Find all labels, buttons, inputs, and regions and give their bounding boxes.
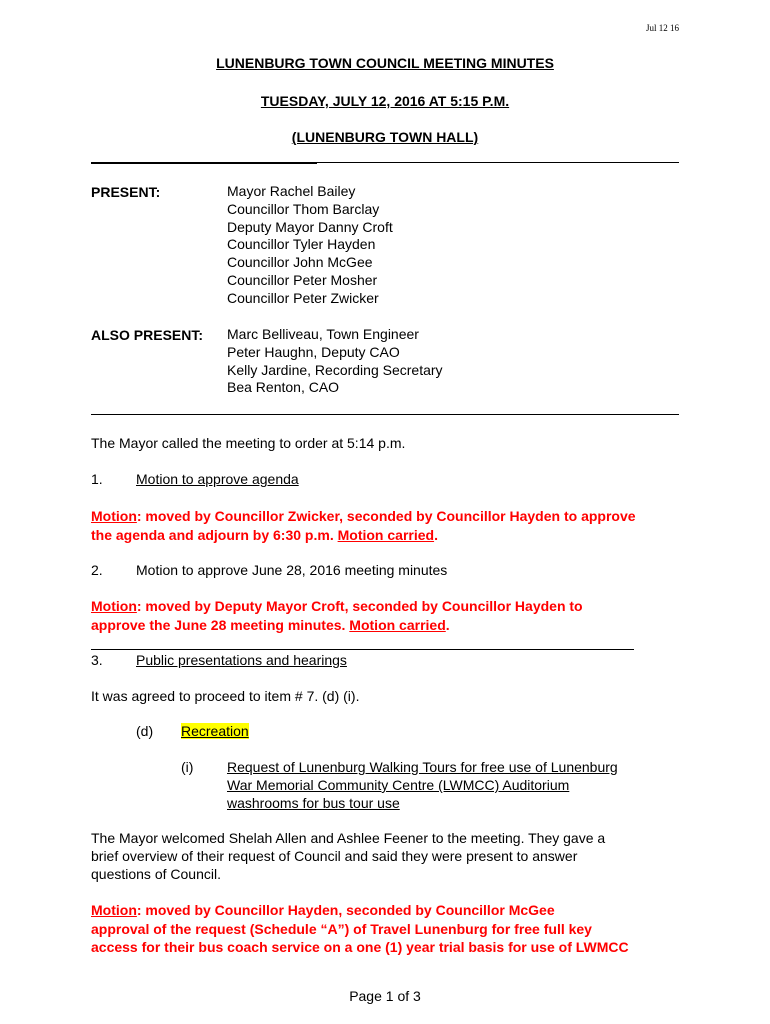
- motion-3-label: Motion: [91, 902, 137, 918]
- also-present-name: Peter Haughn, Deputy CAO: [227, 343, 400, 360]
- welcome-paragraph: [91, 829, 605, 883]
- also-present-name: Bea Renton, CAO: [227, 379, 340, 396]
- item-3-number: 3.: [91, 652, 103, 668]
- paragraph-line: The Mayor welcomed Shelah Allen and Ashlee Feener to the meeting. They gave a: [91, 830, 606, 846]
- sub-d-label: (d): [136, 723, 154, 739]
- present-name: Councillor Peter Zwicker: [227, 289, 379, 306]
- sub-i-line: War Memorial Community Centre (LWMCC) Auditorium: [227, 777, 570, 793]
- motion-3-text-3: access for their bus coach service on a one (1) year trial basis for use of LWMCC: [91, 939, 629, 955]
- meeting-location: (LUNENBURG TOWN HALL): [291, 129, 479, 145]
- document-title: LUNENBURG TOWN COUNCIL MEETING MINUTES: [216, 55, 554, 71]
- sub-i-title: [227, 758, 618, 812]
- motion-3-text-2: approval of the request (Schedule “A”) of Travel Lunenburg for free full key: [91, 920, 592, 937]
- motion-1-label: Motion: [91, 508, 137, 524]
- motion-2-end: .: [445, 616, 450, 633]
- motion-2-label: Motion: [91, 598, 137, 614]
- item-2-number: 2.: [91, 562, 103, 578]
- present-name: Councillor Peter Mosher: [227, 271, 378, 288]
- sub-i-line: Request of Lunenburg Walking Tours for free use of Lunenburg: [227, 759, 618, 775]
- motion-3-text: : moved by Councillor Hayden, seconded by Councillor McGee: [136, 902, 555, 918]
- also-present-list: [227, 326, 443, 397]
- present-list: [227, 183, 393, 308]
- divider-attendance: [91, 414, 679, 415]
- document-date: Jul 12 16: [646, 23, 680, 33]
- present-label: PRESENT:: [91, 184, 161, 200]
- motion-1-carried: Motion carried: [337, 526, 435, 543]
- item-1-number: 1.: [91, 471, 103, 487]
- item-3-title: Public presentations and hearings: [136, 652, 347, 668]
- motion-2-carried: Motion carried: [349, 616, 446, 633]
- also-present-label: ALSO PRESENT:: [91, 327, 204, 343]
- motion-2-text: : moved by Deputy Mayor Croft, seconded by Councillor Hayden to: [136, 598, 583, 614]
- present-name: Councillor Thom Barclay: [227, 200, 380, 217]
- sub-i-label: (i): [181, 759, 194, 775]
- paragraph-line: questions of Council.: [91, 866, 221, 882]
- page-number: Page 1 of 3: [349, 988, 421, 1004]
- sub-i-line: washrooms for bus tour use: [227, 795, 400, 811]
- present-name: Councillor Tyler Hayden: [227, 236, 376, 253]
- paragraph-line: brief overview of their request of Council and said they were present to answer: [91, 848, 578, 864]
- meeting-date-line: TUESDAY, JULY 12, 2016 AT 5:15 P.M.: [260, 93, 510, 109]
- divider-motions: [91, 649, 634, 650]
- sub-d-title: Recreation: [181, 723, 249, 739]
- also-present-name: Kelly Jardine, Recording Secretary: [227, 361, 443, 378]
- also-present-name: Marc Belliveau, Town Engineer: [227, 326, 419, 342]
- motion-3: [91, 901, 629, 957]
- motion-1-end: .: [434, 526, 438, 543]
- motion-1-text-2: the agenda and adjourn by 6:30 p.m.: [91, 526, 338, 543]
- present-name: Deputy Mayor Danny Croft: [227, 218, 393, 235]
- motion-2-text-2: approve the June 28 meeting minutes.: [91, 616, 350, 633]
- motion-2: [91, 597, 583, 634]
- item-1-title: Motion to approve agenda: [136, 471, 299, 487]
- motion-1-text: : moved by Councillor Zwicker, seconded by Councillor Hayden to approve: [136, 508, 636, 524]
- divider-top: [317, 162, 679, 163]
- agreed-text: It was agreed to proceed to item # 7. (d) (i).: [91, 688, 360, 704]
- present-name: Mayor Rachel Bailey: [227, 183, 356, 199]
- divider-short: [91, 162, 317, 164]
- present-name: Councillor John McGee: [227, 254, 373, 271]
- motion-1: [91, 507, 636, 544]
- item-2-title: Motion to approve June 28, 2016 meeting minutes: [136, 562, 448, 578]
- call-to-order-text: The Mayor called the meeting to order at 5:14 p.m.: [91, 435, 406, 451]
